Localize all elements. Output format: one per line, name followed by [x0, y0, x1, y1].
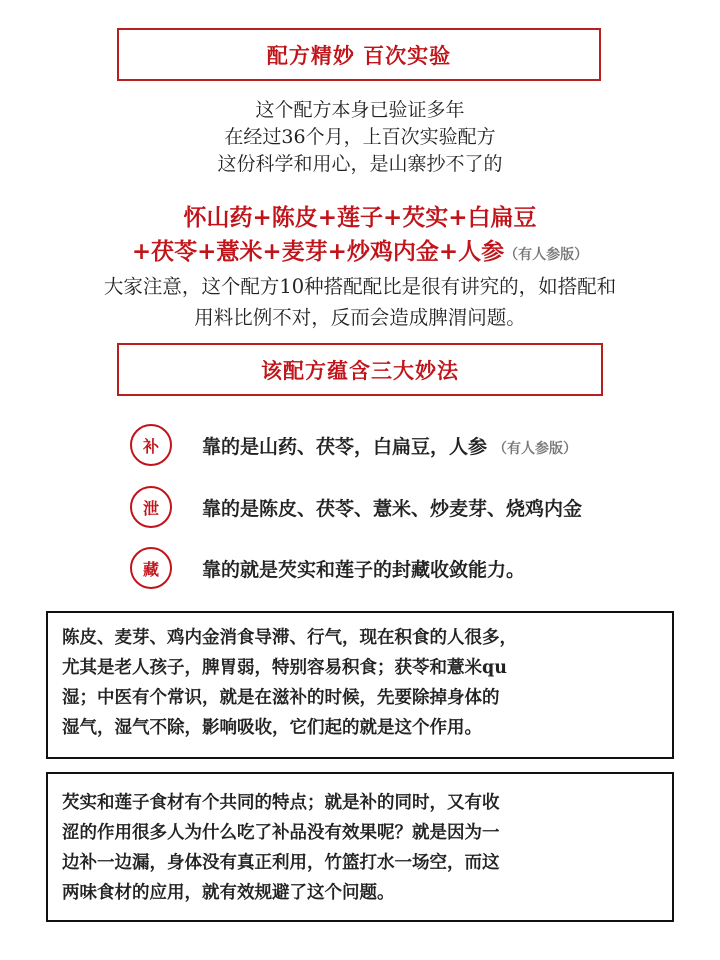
title-text: 该配方蕴含三大妙法 [261, 358, 459, 383]
method-item-nourish [130, 424, 577, 466]
title-banner-methods [117, 343, 603, 396]
box-line: 湿气，湿气不除，影响吸收，它们起的就是这个作用。 [62, 718, 482, 738]
notice-line: 用料比例不对，反而会造成脾渭问题。 [194, 306, 526, 329]
method-item-store [130, 547, 525, 589]
box-line: 尤其是老人孩子，脾胃弱，特别容易积食；获苓和薏米qu [62, 658, 507, 678]
title-text: 配方精妙 百次实验 [266, 43, 452, 68]
recipe-line-1 [0, 203, 720, 233]
box-line: 涩的作用很多人为什么吃了补品没有效果呢？就是因为一 [62, 823, 500, 843]
box-line: 湿；中医有个常识，就是在滋补的时候，先要除掉身体的 [62, 688, 500, 708]
intro-line: 这个配方本身已验证多年 [255, 99, 465, 121]
recipe-text: +茯苓+薏米+麦芽+炒鸡内金+人参 [131, 238, 505, 265]
box-line: 芡实和莲子食材有个共同的特点；就是补的同时，又有收 [62, 793, 500, 813]
info-box-digestion [46, 611, 674, 759]
method-description: 靠的是陈皮、茯苓、薏米、炒麦芽、烧鸡内金 [202, 497, 583, 520]
method-note: （有人参版） [493, 440, 578, 457]
method-description: 靠的是山药、茯苓，白扁豆，人参 [202, 435, 488, 458]
recipe-text: 怀山药+陈皮+莲子+芡实+白扁豆 [183, 204, 537, 231]
recipe-note: （有人参版） [504, 247, 589, 263]
intro-line: 在经过36个月，上百次实验配方 [224, 126, 496, 148]
method-item-drain [130, 486, 582, 528]
box-line: 边补一边漏，身体没有真正利用，竹篮打水一场空，而这 [62, 853, 500, 873]
recipe-line-2 [0, 237, 720, 270]
method-badge: 藏 [130, 547, 172, 589]
intro-paragraph [0, 97, 720, 178]
method-badge: 泄 [130, 486, 172, 528]
intro-line: 这份科学和用心，是山寨抄不了的 [217, 153, 503, 175]
method-text [202, 432, 577, 459]
method-badge: 补 [130, 424, 172, 466]
method-text [202, 555, 525, 582]
notice-paragraph [10, 271, 710, 333]
notice-line: 大家注意，这个配方10种搭配配比是很有讲究的，如搭配和 [103, 275, 617, 298]
method-description: 靠的就是芡实和莲子的封藏收敛能力。 [202, 558, 526, 581]
title-banner-recipe [117, 28, 601, 81]
box-line: 两味食材的应用，就有效规避了这个问题。 [62, 883, 395, 903]
box-line: 陈皮、麦芽、鸡内金消食导滞、行气，现在积食的人很多， [62, 628, 517, 648]
method-text [202, 494, 582, 521]
info-box-astringent [46, 772, 674, 922]
